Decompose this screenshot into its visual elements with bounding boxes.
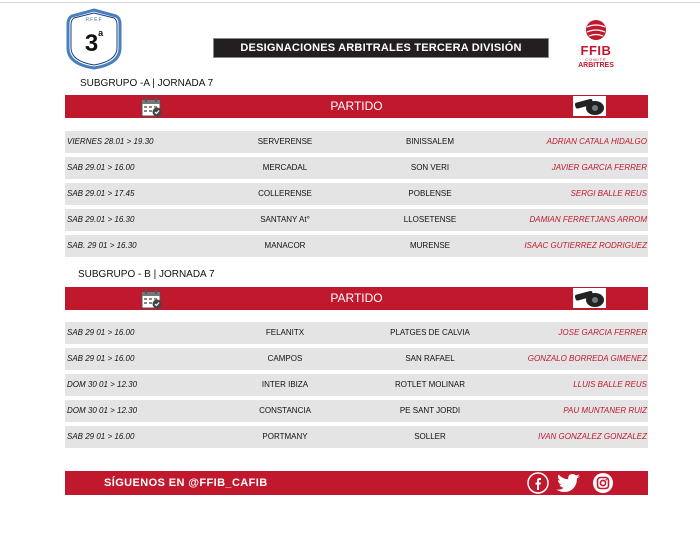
bar-end-segment [606, 287, 648, 310]
subgroup-a-label: SUBGRUPO -A | JORNADA 7 [80, 78, 214, 89]
ffib-logo-sub: COMITÉ [585, 57, 607, 62]
ffib-ball-icon [585, 19, 607, 41]
referee-name: SERGI BALLE REUS [570, 189, 647, 198]
footer-bar [65, 471, 648, 495]
match-row [65, 157, 648, 179]
away-team: SOLLER [414, 432, 446, 441]
home-team: COLLERENSE [258, 189, 312, 198]
logo-number: 3$^a$ [84, 28, 104, 57]
home-team: SANTANY At° [260, 215, 310, 224]
referee-name: LLUIS BALLE REUS [573, 380, 647, 389]
whistle-icon [573, 96, 607, 116]
group-a-bar-label: PARTIDO [330, 99, 383, 113]
match-date: SAB 29.01 > 16.00 [67, 163, 135, 172]
home-team: FELANITX [265, 328, 305, 337]
home-team: INTER IBIZA [261, 380, 309, 389]
logo-superscript: a [98, 28, 104, 38]
away-team: PLATGES DE CALVIA [390, 328, 470, 337]
away-team: PE SANT JORDI [399, 406, 461, 415]
match-date: SAB 29 01 > 16.00 [67, 354, 135, 363]
away-team: LLOSETENSE [403, 215, 457, 224]
match-date: SAB 29.01 > 17.45 [67, 189, 135, 198]
referee-name: DAMIAN FERRETJANS ARROM [529, 215, 647, 224]
twitter-icon[interactable] [555, 472, 581, 494]
referee-name: ADRIAN CATALA HIDALGO [546, 137, 647, 146]
group-b-header-bar [65, 287, 648, 310]
match-row [65, 348, 648, 370]
group-a-header-bar [65, 95, 648, 118]
referee-name: ISAAC GUTIERREZ RODRIGUEZ [524, 241, 647, 250]
home-team: MANACOR [264, 241, 306, 250]
match-row [65, 426, 648, 448]
instagram-icon[interactable] [592, 472, 614, 494]
away-team: MURENSE [409, 241, 450, 250]
home-team: CONSTANCIA [259, 406, 311, 415]
facebook-icon[interactable] [527, 472, 549, 494]
ffib-logo-arbitres: ARBITRES [578, 62, 614, 69]
match-row [65, 322, 648, 344]
match-date: DOM 30 01 > 12.30 [67, 406, 138, 415]
whistle-icon [573, 288, 607, 308]
match-row [65, 374, 648, 396]
match-row [65, 235, 648, 257]
referee-name: GONZALO BORREDA GIMENEZ [527, 354, 647, 363]
match-row [65, 209, 648, 231]
match-date: SAB. 29 01 > 16.30 [67, 241, 137, 250]
whistle-area [573, 96, 607, 116]
match-date: SAB 29.01 > 16.30 [67, 215, 135, 224]
away-team: SON VERI [410, 163, 450, 172]
match-date: SAB 29 01 > 16.00 [67, 328, 135, 337]
home-team: SERVERENSE [257, 137, 313, 146]
home-team: PORTMANY [262, 432, 308, 441]
away-team: BINISSALEM [405, 137, 454, 146]
match-date: SAB 29 01 > 16.00 [67, 432, 135, 441]
whistle-area [573, 288, 607, 308]
footer-social-text: SÍGUENOS EN @FFIB_CAFIB [104, 477, 268, 489]
match-row [65, 131, 648, 153]
top-divider [0, 2, 700, 3]
referee-name: JAVIER GARCIA FERRER [551, 163, 647, 172]
away-team: SAN RAFAEL [405, 354, 455, 363]
group-b-bar-label: PARTIDO [330, 291, 383, 305]
referee-name: JOSE GARCIA FERRER [558, 328, 647, 337]
match-row [65, 183, 648, 205]
ffib-logo-text: FFIB [580, 43, 612, 58]
home-team: MERCADAL [262, 163, 308, 172]
away-team: ROTLET MOLINAR [394, 380, 466, 389]
logo-small-text: RFEF [85, 17, 103, 23]
referee-name: PAU MUNTANER RUIZ [563, 406, 647, 415]
match-date: VIERNES 28.01 > 19.30 [67, 137, 154, 146]
page-title: DESIGNACIONES ARBITRALES TERCERA DIVISIÓN [213, 38, 549, 58]
referee-name: IVAN GONZALEZ GONZALEZ [538, 432, 647, 441]
match-row [65, 400, 648, 422]
bar-end-segment [606, 95, 648, 118]
away-team: POBLENSE [408, 189, 452, 198]
home-team: CAMPOS [267, 354, 303, 363]
match-date: DOM 30 01 > 12.30 [67, 380, 138, 389]
subgroup-b-label: SUBGRUPO - B | JORNADA 7 [78, 269, 215, 280]
